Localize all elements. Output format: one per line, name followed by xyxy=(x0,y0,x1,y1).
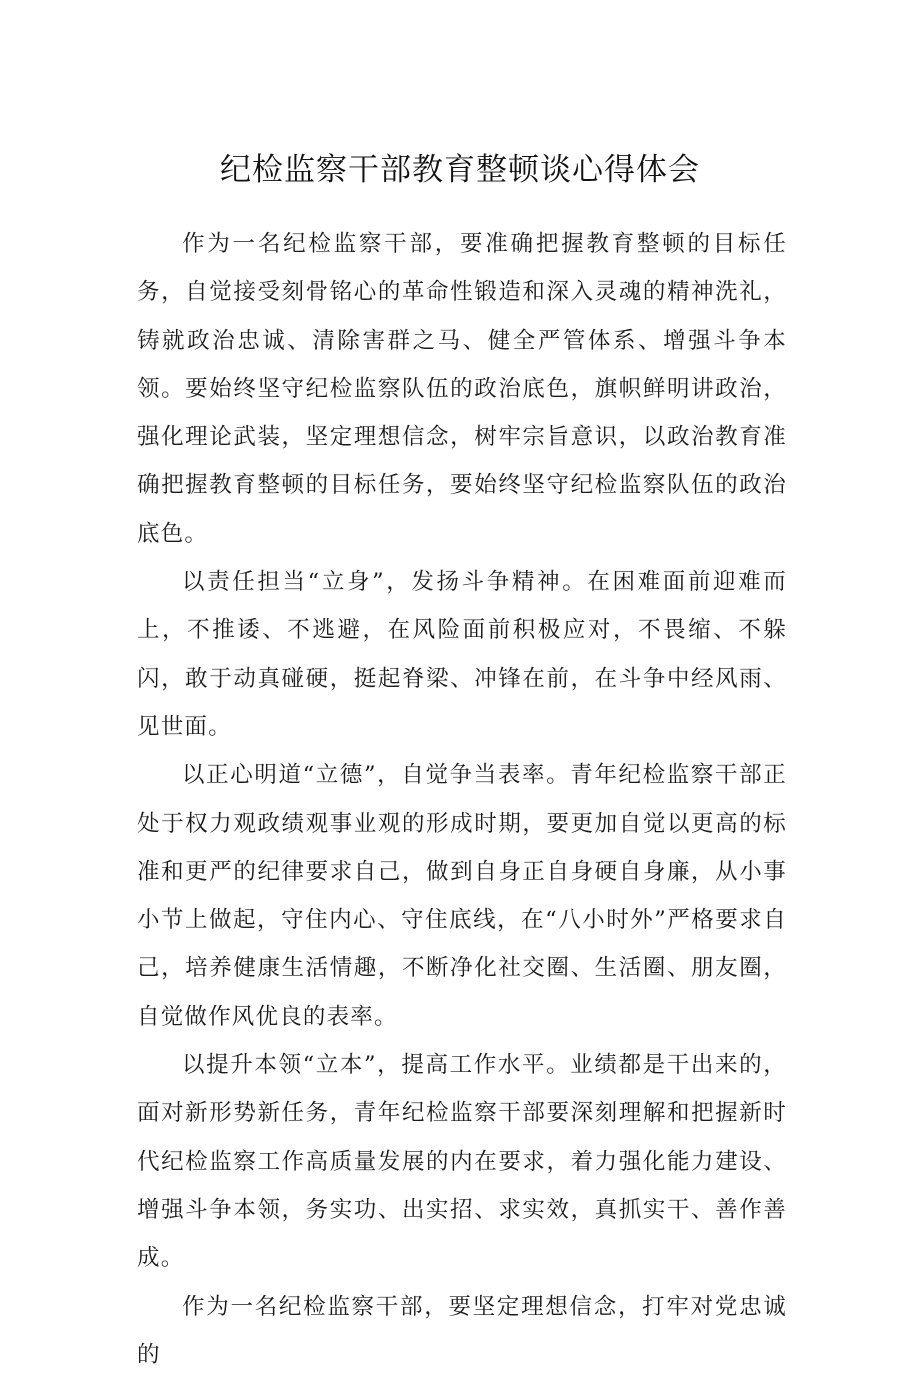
document-title: 纪检监察干部教育整顿谈心得体会 xyxy=(220,152,700,188)
paragraph: 作为一名纪检监察干部，要坚定理想信念，打牢对党忠诚的 xyxy=(137,1293,787,1368)
paragraph: 以正心明道“立德”，自觉争当表率。青年纪检监察干部正处于权力观政绩观事业观的形成时期，要更加自觉以更高的标准和更严的纪律要求自己，做到自身正自身硬自身廉，从小事小节上做起，守住内心、守住底线，在“八小时外”严格要求自己，培养健康生活情趣，不断净化社交圈、生活圈、朋友圈，自觉做作风优良的表率。 xyxy=(137,762,787,1030)
paragraph: 作为一名纪检监察干部，要准确把握教育整顿的目标任务，自觉接受刻骨铭心的革命性锻造和深入灵魂的精神洗礼，铸就政治忠诚、清除害群之马、健全严管体系、增强斗争本领。要始终坚守纪检监察队伍的政治底色，旗帜鲜明讲政治，强化理论武装，坚定理想信念，树牢宗旨意识，以政治教育准确把握教育整顿的目标任务，要始终坚守纪检监察队伍的政治底色。 xyxy=(137,231,787,547)
paragraph: 以提升本领“立本”，提高工作水平。业绩都是干出来的，面对新形势新任务，青年纪检监察干部要深刻理解和把握新时代纪检监察工作高质量发展的内在要求，着力强化能力建设、增强斗争本领，务实功、出实招、求实效，真抓实干、善作善成。 xyxy=(137,1052,787,1272)
document-body xyxy=(137,220,787,1379)
paragraph: 以责任担当“立身”，发扬斗争精神。在困难面前迎难而上，不推诿、不逃避，在风险面前积极应对，不畏缩、不躲闪，敢于动真碰硬，挺起脊梁、冲锋在前，在斗争中经风雨、见世面。 xyxy=(137,569,787,740)
